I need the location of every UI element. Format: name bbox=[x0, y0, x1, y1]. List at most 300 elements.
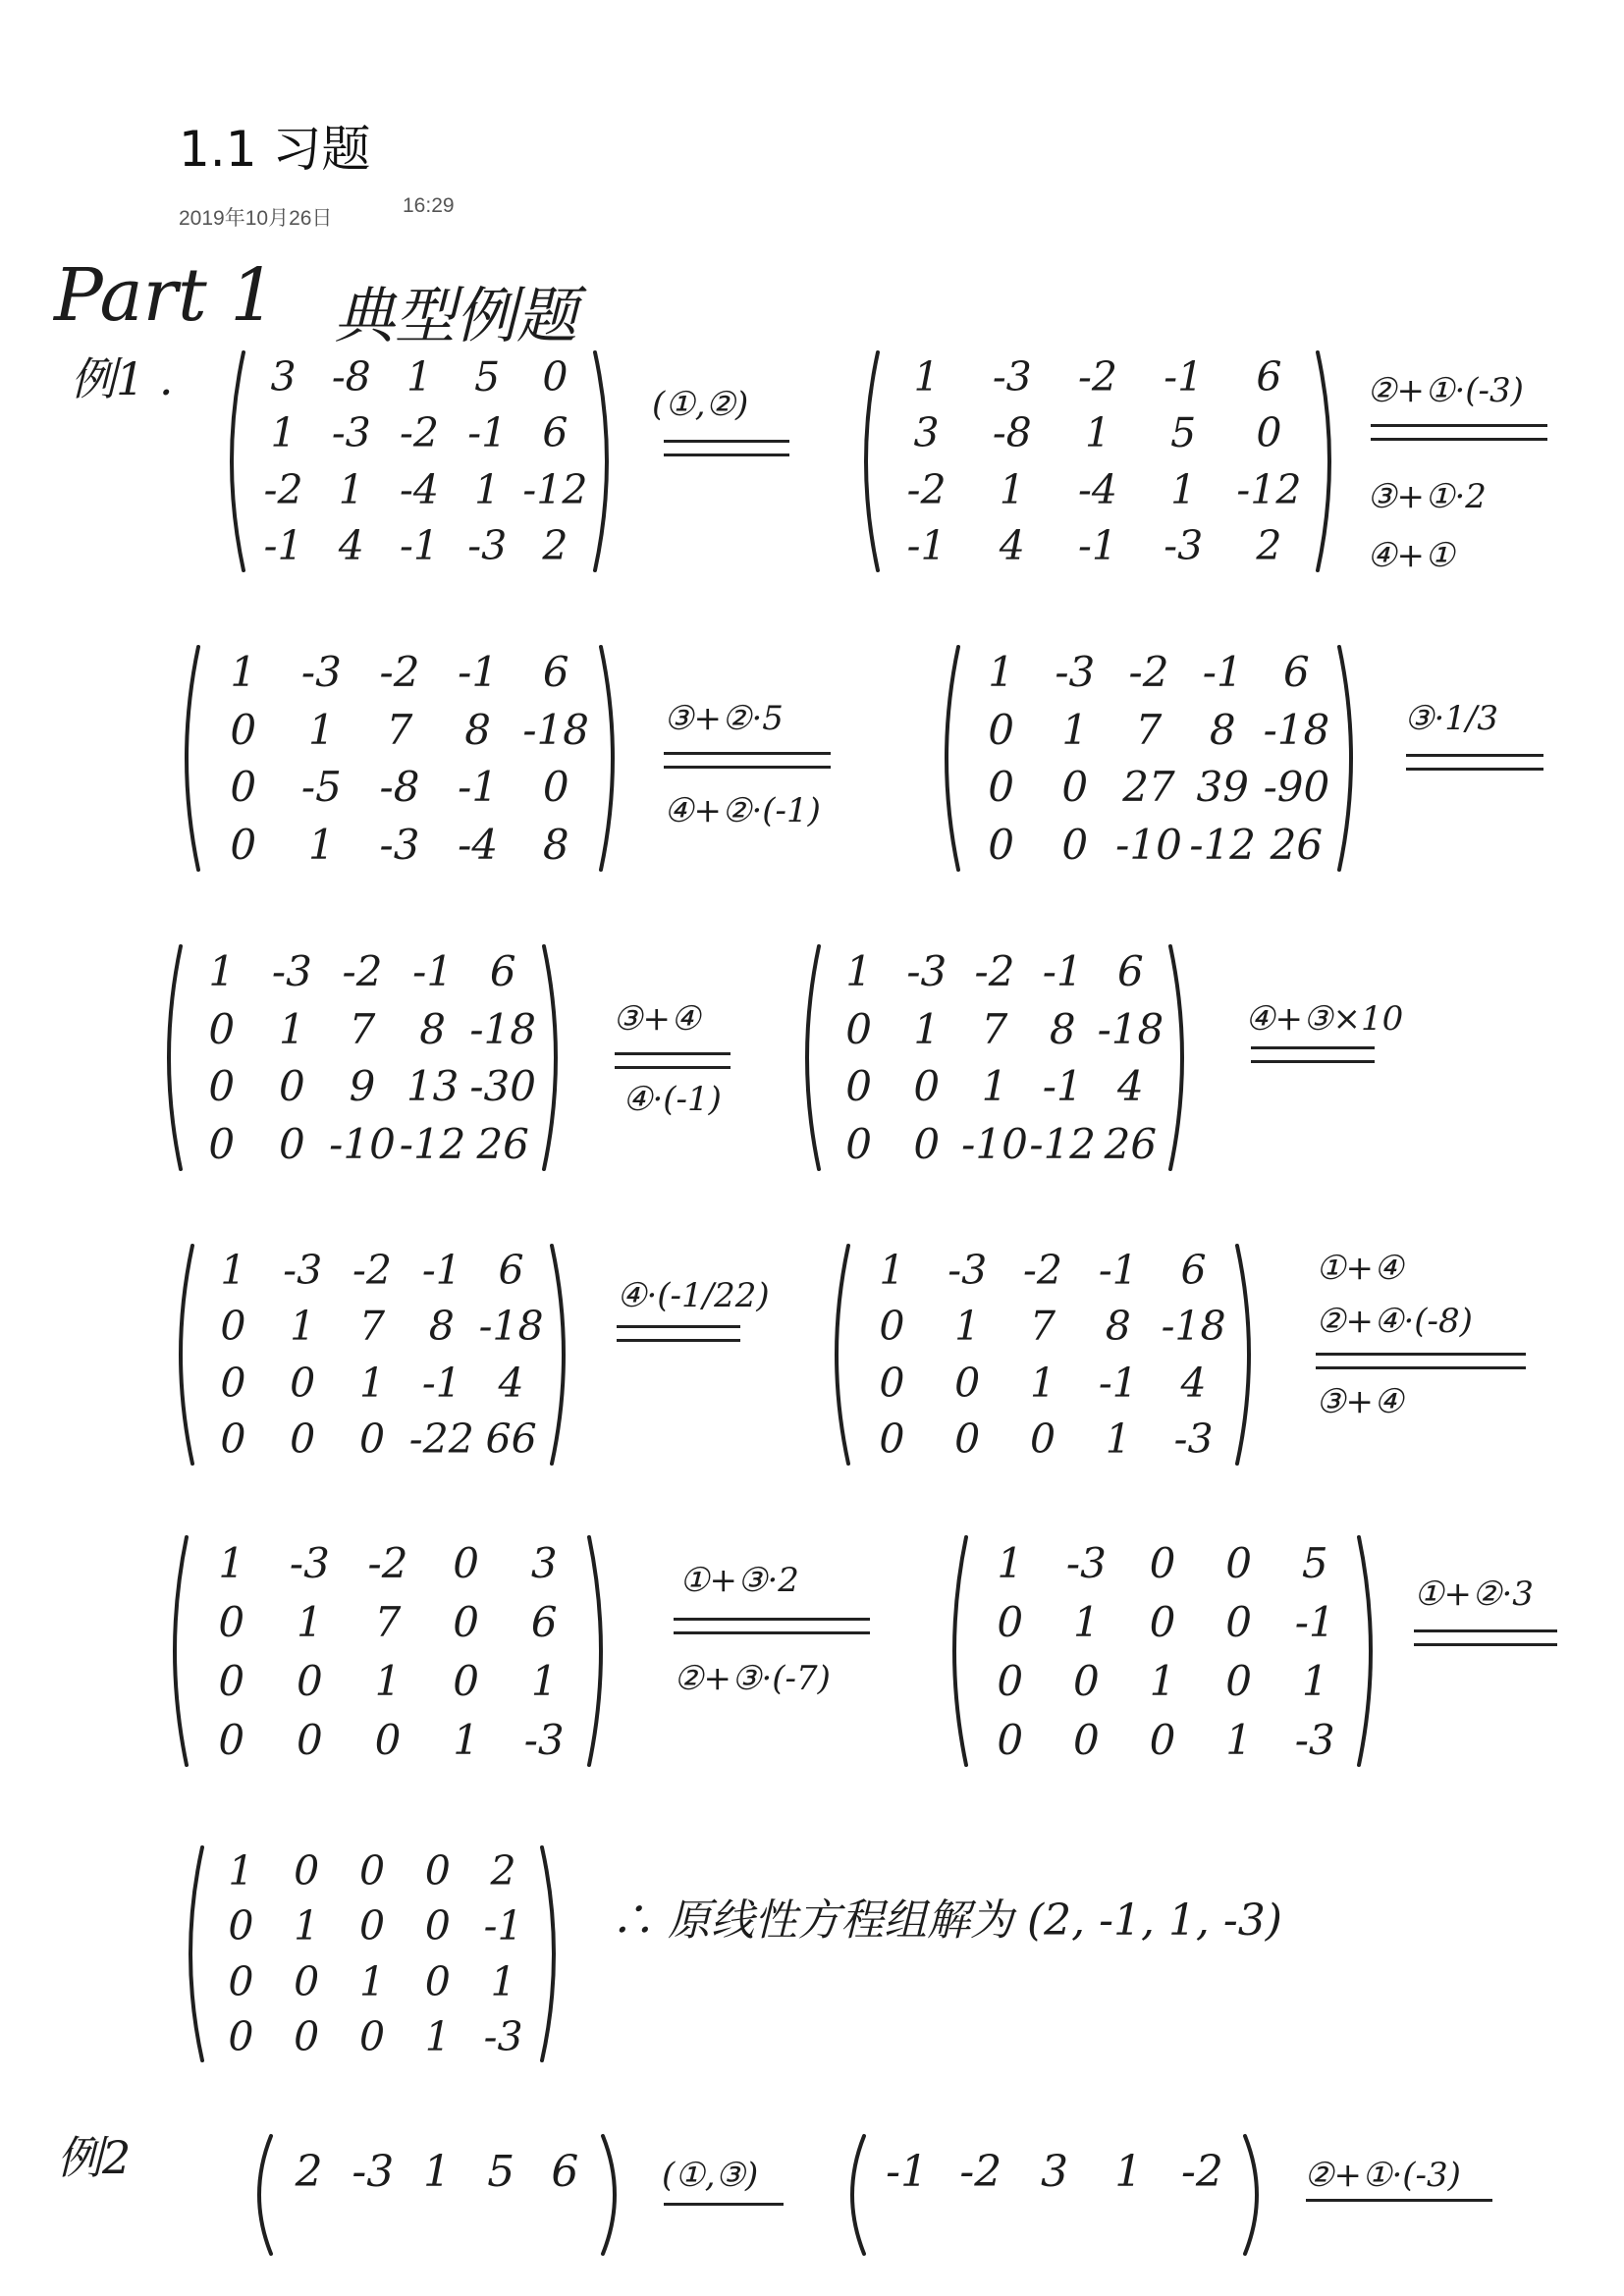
matrix-entry: -1 bbox=[412, 946, 454, 995]
right-bracket bbox=[1318, 352, 1329, 570]
left-bracket bbox=[181, 1246, 192, 1464]
matrix-entry: -3 bbox=[352, 2146, 395, 2197]
matrix-entry: 0 bbox=[542, 763, 569, 812]
example-2-label: 例2 bbox=[57, 2131, 132, 2184]
solution-statement: ∴ 原线性方程组解为 (2, -1, 1, -3) bbox=[611, 1896, 1282, 1946]
matrix-entry: 5 bbox=[1301, 1538, 1328, 1587]
matrix-entry: 0 bbox=[988, 763, 1014, 812]
right-bracket bbox=[603, 2136, 615, 2254]
page-date: 2019年10月26日 bbox=[179, 207, 333, 230]
matrix-entry: -10 bbox=[1115, 821, 1182, 870]
matrix-5 bbox=[155, 942, 569, 1173]
left-bracket bbox=[190, 1847, 202, 2060]
right-bracket bbox=[544, 946, 556, 1169]
op-row3-add-4: ③+④ bbox=[613, 999, 701, 1039]
matrix-10 bbox=[941, 1533, 1384, 1769]
matrix-entry: -8 bbox=[992, 409, 1032, 457]
matrix-entry: 1 bbox=[1061, 705, 1089, 754]
matrix-entry: 0 bbox=[208, 1062, 236, 1111]
matrix-entry: 2 bbox=[542, 522, 568, 570]
matrix-entry: -1 bbox=[421, 1359, 461, 1407]
matrix-entry: -18 bbox=[522, 705, 589, 754]
matrix-entry: -4 bbox=[400, 465, 439, 513]
matrix-entry: 13 bbox=[406, 1062, 460, 1111]
matrix-entry: 1 bbox=[230, 647, 257, 696]
matrix-entry: 4 bbox=[498, 1359, 524, 1407]
matrix-entry: 1 bbox=[290, 1303, 316, 1351]
op-rule bbox=[664, 2203, 784, 2206]
matrix-entry: 1 bbox=[474, 465, 501, 513]
op-row2-add-4: ②+④·(-8) bbox=[1316, 1302, 1473, 1341]
left-bracket bbox=[187, 647, 198, 870]
matrix-entries bbox=[192, 1533, 583, 1769]
matrix-entry: -18 bbox=[1161, 1303, 1226, 1351]
matrix-entry: 0 bbox=[424, 1902, 451, 1950]
matrix-entry: 6 bbox=[498, 1246, 524, 1294]
matrix-entry: 0 bbox=[358, 1902, 386, 1950]
right-bracket bbox=[1339, 647, 1351, 870]
matrix-entry: -18 bbox=[478, 1303, 544, 1351]
op-row4-add-3: ④+③×10 bbox=[1245, 999, 1404, 1039]
matrix-entry: 26 bbox=[1270, 821, 1324, 870]
matrix-entry: 8 bbox=[1209, 705, 1236, 754]
matrix-entry: -3 bbox=[379, 821, 420, 870]
matrix-entry: 1 bbox=[879, 1246, 905, 1294]
matrix-entry: 1 bbox=[308, 821, 335, 870]
matrix-entry: 0 bbox=[1029, 1415, 1056, 1464]
matrix-entry: -12 bbox=[1236, 465, 1302, 513]
matrix-entry: 2 bbox=[295, 2146, 323, 2197]
op-row2-add: ②+①·(-3) bbox=[1367, 371, 1524, 410]
op-rule bbox=[1316, 1366, 1526, 1369]
matrix-entry: 0 bbox=[453, 1656, 479, 1705]
matrix-entry: 0 bbox=[988, 705, 1014, 754]
matrix-entry: 0 bbox=[1073, 1656, 1100, 1705]
matrix-entry: 0 bbox=[220, 1359, 246, 1407]
matrix-entry: -2 bbox=[400, 409, 439, 457]
matrix-entry: 0 bbox=[279, 1120, 305, 1169]
matrix-entry: -1 bbox=[421, 1246, 461, 1294]
page-time: 16:29 bbox=[403, 194, 455, 217]
matrix-entry: 1 bbox=[374, 1656, 402, 1705]
matrix-entry: 0 bbox=[845, 1120, 872, 1169]
matrix-entries bbox=[187, 942, 538, 1173]
matrix-entry: 4 bbox=[999, 522, 1025, 570]
matrix-entry: 9 bbox=[349, 1062, 376, 1111]
matrix-entry: 0 bbox=[453, 1538, 479, 1587]
op-row1-add-2: ①+②·3 bbox=[1414, 1575, 1534, 1614]
matrix-entry: 0 bbox=[988, 821, 1014, 870]
matrix-entry: 8 bbox=[542, 821, 569, 870]
matrix-entry: 0 bbox=[954, 1359, 981, 1407]
matrix-entry: -3 bbox=[906, 946, 947, 995]
matrix-entry: 0 bbox=[358, 1847, 386, 1896]
matrix-entries bbox=[884, 348, 1312, 574]
op-row4-scale-2: ④·(-1/22) bbox=[617, 1276, 770, 1315]
matrix-entry: -1 bbox=[1042, 946, 1083, 995]
matrix-entry: 0 bbox=[1061, 821, 1089, 870]
matrix-entry: 5 bbox=[487, 2146, 515, 2197]
matrix-entries bbox=[972, 1533, 1353, 1769]
matrix-entry: 0 bbox=[879, 1415, 905, 1464]
part-subtitle: 典型例题 bbox=[334, 280, 578, 351]
matrix-entry: 1 bbox=[338, 465, 364, 513]
matrix-entry: -1 bbox=[1294, 1597, 1335, 1646]
matrix-entry: 0 bbox=[218, 1597, 245, 1646]
matrix-entries bbox=[870, 2132, 1239, 2211]
op-rule bbox=[664, 766, 831, 769]
matrix-entry: -2 bbox=[906, 465, 947, 513]
matrix-entry: 0 bbox=[230, 705, 257, 754]
op-rule bbox=[1371, 438, 1547, 441]
op-rule bbox=[664, 440, 789, 443]
matrix-entry: 26 bbox=[1104, 1120, 1158, 1169]
matrix-entry: -1 bbox=[400, 522, 439, 570]
left-bracket bbox=[954, 1537, 966, 1765]
matrix-entry: -3 bbox=[1164, 522, 1204, 570]
matrix-entry: -12 bbox=[522, 465, 588, 513]
matrix-entry: 7 bbox=[349, 1004, 376, 1053]
matrix-entry: 0 bbox=[228, 2012, 254, 2060]
matrix-entry: -10 bbox=[961, 1120, 1028, 1169]
matrix-entry: 0 bbox=[845, 1062, 872, 1111]
matrix-entry: -2 bbox=[342, 946, 383, 995]
matrix-entry: 1 bbox=[453, 1715, 479, 1764]
matrix-entry: 1 bbox=[422, 2146, 451, 2197]
matrix-entry: 6 bbox=[489, 946, 516, 995]
matrix-entry: -10 bbox=[329, 1120, 396, 1169]
matrix-entry: 0 bbox=[879, 1359, 905, 1407]
left-bracket bbox=[852, 2136, 864, 2254]
matrix-entry: 1 bbox=[1149, 1656, 1176, 1705]
matrix-entry: -18 bbox=[1097, 1004, 1164, 1053]
op-rule bbox=[1251, 1046, 1375, 1049]
matrix-6 bbox=[793, 942, 1196, 1173]
matrix-entry: 0 bbox=[297, 1715, 323, 1764]
matrix-entry: -5 bbox=[300, 763, 342, 812]
matrix-entry: 0 bbox=[294, 1847, 320, 1896]
matrix-entry: 0 bbox=[997, 1597, 1024, 1646]
matrix-entry: 8 bbox=[419, 1004, 446, 1053]
example-1-label: 例1 . bbox=[71, 352, 174, 405]
matrix-entry: 0 bbox=[997, 1656, 1024, 1705]
matrix-4 bbox=[933, 643, 1365, 874]
left-bracket bbox=[175, 1537, 187, 1765]
matrix-12 bbox=[245, 2132, 628, 2211]
matrix-entry: -3 bbox=[523, 1715, 565, 1764]
matrix-entry: -2 bbox=[1128, 647, 1169, 696]
right-bracket bbox=[595, 352, 607, 570]
matrix-entries bbox=[277, 2132, 597, 2211]
op-row4-add-2: ④+②·(-1) bbox=[664, 791, 821, 830]
op-rule bbox=[1414, 1643, 1557, 1646]
matrix-entry: 7 bbox=[374, 1597, 402, 1646]
matrix-entry: 1 bbox=[1301, 1656, 1328, 1705]
matrix-entry: -1 bbox=[263, 522, 303, 570]
matrix-entry: 0 bbox=[424, 1847, 451, 1896]
matrix-entry: -1 bbox=[1098, 1246, 1138, 1294]
op-row2-add-3: ②+③·(-7) bbox=[674, 1659, 831, 1698]
matrix-entry: 3 bbox=[270, 352, 297, 400]
op-rule bbox=[617, 1339, 740, 1342]
matrix-entry: 1 bbox=[981, 1062, 1008, 1111]
matrix-entry: 1 bbox=[845, 946, 872, 995]
part-title: Part 1 bbox=[54, 253, 277, 338]
matrix-entry: 3 bbox=[913, 409, 940, 457]
op-rule bbox=[617, 1325, 740, 1328]
matrix-entry: -90 bbox=[1263, 763, 1330, 812]
matrix-entry: -4 bbox=[1078, 465, 1117, 513]
matrix-entry: -1 bbox=[458, 763, 499, 812]
matrix-entry: 1 bbox=[997, 1538, 1024, 1587]
matrix-entry: 0 bbox=[218, 1656, 245, 1705]
matrix-entry: 0 bbox=[230, 821, 257, 870]
matrix-entry: 27 bbox=[1122, 763, 1175, 812]
matrix-entry: 8 bbox=[1105, 1303, 1131, 1351]
matrix-entry: 0 bbox=[294, 1957, 320, 2005]
op-row2-add-ex2: ②+①·(-3) bbox=[1304, 2156, 1461, 2195]
matrix-entry: 0 bbox=[297, 1656, 323, 1705]
matrix-entry: 7 bbox=[386, 705, 413, 754]
matrix-entry: 0 bbox=[279, 1062, 305, 1111]
matrix-entry: 3 bbox=[530, 1538, 558, 1587]
right-bracket bbox=[1170, 946, 1182, 1169]
matrix-entry: -2 bbox=[352, 1246, 392, 1294]
op-row3-add-4-b: ③+④ bbox=[1316, 1382, 1404, 1421]
matrix-entry: -1 bbox=[1042, 1062, 1083, 1111]
matrix-1 bbox=[218, 348, 621, 574]
matrix-entries bbox=[825, 942, 1164, 1173]
matrix-entry: -1 bbox=[1202, 647, 1243, 696]
matrix-entry: -1 bbox=[1164, 352, 1204, 400]
matrix-entry: -2 bbox=[974, 946, 1015, 995]
matrix-entry: 0 bbox=[1256, 409, 1282, 457]
op-row3-add: ③+①·2 bbox=[1367, 477, 1487, 516]
op-rule bbox=[1414, 1629, 1557, 1632]
matrix-entry: 4 bbox=[1117, 1062, 1144, 1111]
matrix-entry: 0 bbox=[879, 1303, 905, 1351]
right-bracket bbox=[1237, 1246, 1249, 1464]
matrix-entry: 0 bbox=[228, 1902, 254, 1950]
op-swap-1-2: (①,②) bbox=[652, 385, 749, 424]
matrix-entry: 0 bbox=[358, 2012, 386, 2060]
matrix-entry: -3 bbox=[1173, 1415, 1214, 1464]
matrix-entry: 1 bbox=[308, 705, 335, 754]
left-bracket bbox=[866, 352, 878, 570]
matrix-entry: 6 bbox=[542, 409, 568, 457]
right-bracket bbox=[552, 1246, 564, 1464]
matrix-entry: 0 bbox=[290, 1359, 316, 1407]
page-meta bbox=[179, 194, 455, 232]
matrix-entry: 1 bbox=[358, 1957, 386, 2005]
matrix-entry: 1 bbox=[1073, 1597, 1100, 1646]
matrix-entry: 6 bbox=[542, 647, 569, 696]
left-bracket bbox=[232, 352, 244, 570]
left-bracket bbox=[259, 2136, 271, 2254]
matrix-entry: -3 bbox=[289, 1538, 330, 1587]
matrix-entry: 0 bbox=[1225, 1538, 1252, 1587]
op-rule bbox=[1371, 424, 1547, 427]
matrix-2 bbox=[852, 348, 1343, 574]
matrix-entry: -1 bbox=[483, 1902, 523, 1950]
right-bracket bbox=[1359, 1537, 1371, 1765]
matrix-entry: -3 bbox=[467, 522, 508, 570]
op-row3-add-2: ③+②·5 bbox=[664, 699, 784, 738]
op-row1-add-4: ①+④ bbox=[1316, 1249, 1404, 1288]
left-bracket bbox=[807, 946, 819, 1169]
op-row4-scale: ④·(-1) bbox=[623, 1080, 722, 1119]
matrix-entry: 6 bbox=[530, 1597, 558, 1646]
op-row3-scale: ③·1/3 bbox=[1404, 699, 1499, 738]
matrix-entry: 5 bbox=[1170, 409, 1197, 457]
matrix-entry: 0 bbox=[1061, 763, 1089, 812]
matrix-entry: -3 bbox=[483, 2012, 523, 2060]
matrix-entries bbox=[249, 348, 589, 574]
op-rule bbox=[1406, 754, 1543, 757]
matrix-entry: -2 bbox=[1023, 1246, 1062, 1294]
matrix-entry: 0 bbox=[374, 1715, 402, 1764]
matrix-entry: 0 bbox=[1225, 1656, 1252, 1705]
matrix-entry: 0 bbox=[542, 352, 568, 400]
matrix-entry: 1 bbox=[490, 1957, 516, 2005]
matrix-entry: 1 bbox=[1114, 2146, 1143, 2197]
matrix-entry: 26 bbox=[476, 1120, 529, 1169]
op-rule bbox=[1316, 1353, 1526, 1356]
matrix-entry: 1 bbox=[999, 465, 1025, 513]
matrix-entry: -22 bbox=[408, 1415, 474, 1464]
matrix-entry: -2 bbox=[959, 2146, 1002, 2197]
matrix-entry: 4 bbox=[1180, 1359, 1207, 1407]
matrix-entry: 6 bbox=[551, 2146, 579, 2197]
matrix-entries bbox=[208, 1843, 536, 2064]
matrix-entry: 0 bbox=[220, 1303, 246, 1351]
matrix-3 bbox=[173, 643, 626, 874]
matrix-entry: 1 bbox=[1029, 1359, 1056, 1407]
matrix-7 bbox=[167, 1242, 577, 1468]
right-bracket bbox=[589, 1537, 601, 1765]
matrix-entry: -30 bbox=[469, 1062, 536, 1111]
matrix-entries bbox=[854, 1242, 1231, 1468]
matrix-entry: -1 bbox=[458, 647, 499, 696]
matrix-entry: 0 bbox=[913, 1120, 941, 1169]
matrix-entry: -18 bbox=[1263, 705, 1330, 754]
matrix-entry: -2 bbox=[379, 647, 420, 696]
matrix-entry: 0 bbox=[1225, 1597, 1252, 1646]
matrix-entry: 1 bbox=[228, 1847, 254, 1896]
matrix-entry: -3 bbox=[271, 946, 312, 995]
matrix-entry: 0 bbox=[294, 2012, 320, 2060]
matrix-entry: 1 bbox=[358, 1359, 386, 1407]
matrix-entry: 0 bbox=[230, 763, 257, 812]
page-title: 1.1 习题 bbox=[179, 121, 371, 178]
matrix-entry: -4 bbox=[458, 821, 499, 870]
matrix-entries bbox=[198, 1242, 546, 1468]
matrix-entry: -1 bbox=[1078, 522, 1117, 570]
matrix-entries bbox=[204, 643, 595, 874]
matrix-entry: -12 bbox=[1189, 821, 1257, 870]
matrix-entry: 1 bbox=[913, 1004, 941, 1053]
right-bracket bbox=[1245, 2136, 1257, 2254]
op-rule bbox=[615, 1052, 731, 1055]
matrix-8 bbox=[823, 1242, 1263, 1468]
left-bracket bbox=[947, 647, 958, 870]
matrix-entry: -3 bbox=[331, 409, 371, 457]
matrix-entry: 1 bbox=[530, 1656, 558, 1705]
matrix-entry: -1 bbox=[906, 522, 947, 570]
matrix-entry: 1 bbox=[988, 647, 1014, 696]
matrix-entry: 6 bbox=[1283, 647, 1310, 696]
matrix-entries bbox=[964, 643, 1333, 874]
matrix-entry: 0 bbox=[208, 1004, 236, 1053]
matrix-entry: 0 bbox=[954, 1415, 981, 1464]
matrix-entry: 6 bbox=[1180, 1246, 1207, 1294]
op-rule bbox=[664, 454, 789, 456]
matrix-entry: 1 bbox=[1225, 1715, 1252, 1764]
matrix-entry: 0 bbox=[424, 1957, 451, 2005]
matrix-entry: 0 bbox=[1149, 1597, 1176, 1646]
matrix-entry: 0 bbox=[220, 1415, 246, 1464]
matrix-entry: 0 bbox=[1149, 1715, 1176, 1764]
op-row1-add-3: ①+③·2 bbox=[679, 1561, 799, 1600]
matrix-entry: 8 bbox=[1049, 1004, 1076, 1053]
op-rule bbox=[615, 1066, 731, 1069]
matrix-entry: -3 bbox=[1065, 1538, 1107, 1587]
op-rule bbox=[1406, 768, 1543, 771]
op-row4-add: ④+① bbox=[1367, 536, 1455, 575]
matrix-entry: 1 bbox=[1105, 1415, 1131, 1464]
matrix-entry: 5 bbox=[474, 352, 501, 400]
matrix-entry: 1 bbox=[297, 1597, 323, 1646]
matrix-entry: 0 bbox=[290, 1415, 316, 1464]
matrix-9 bbox=[161, 1533, 615, 1769]
matrix-entry: -1 bbox=[467, 409, 508, 457]
op-swap-1-3: (①,③) bbox=[662, 2156, 759, 2195]
op-rule bbox=[674, 1631, 870, 1634]
right-bracket bbox=[542, 1847, 554, 2060]
left-bracket bbox=[837, 1246, 848, 1464]
matrix-entry: 1 bbox=[270, 409, 297, 457]
matrix-entry: -2 bbox=[1180, 2146, 1223, 2197]
matrix-entry: 1 bbox=[208, 946, 236, 995]
matrix-entry: -8 bbox=[379, 763, 420, 812]
matrix-entry: 4 bbox=[338, 522, 364, 570]
matrix-entry: 0 bbox=[997, 1715, 1024, 1764]
matrix-entry: 1 bbox=[218, 1538, 245, 1587]
matrix-entry: 1 bbox=[1084, 409, 1111, 457]
matrix-entry: 1 bbox=[913, 352, 940, 400]
matrix-entry: 8 bbox=[464, 705, 491, 754]
matrix-entry: -12 bbox=[399, 1120, 466, 1169]
op-rule bbox=[1251, 1060, 1375, 1063]
matrix-entry: -2 bbox=[1078, 352, 1117, 400]
matrix-entry: 66 bbox=[485, 1415, 537, 1464]
matrix-entry: -18 bbox=[469, 1004, 536, 1053]
matrix-entry: -8 bbox=[331, 352, 371, 400]
matrix-entry: -1 bbox=[1098, 1359, 1138, 1407]
matrix-entry: -3 bbox=[1294, 1715, 1335, 1764]
matrix-entry: 7 bbox=[981, 1004, 1008, 1053]
matrix-entry: 0 bbox=[358, 1415, 386, 1464]
matrix-entry: 2 bbox=[1256, 522, 1282, 570]
matrix-entry: 39 bbox=[1196, 763, 1249, 812]
matrix-13 bbox=[839, 2132, 1271, 2211]
matrix-entry: 0 bbox=[228, 1957, 254, 2005]
matrix-11 bbox=[177, 1843, 568, 2064]
page-header bbox=[179, 110, 370, 181]
matrix-entry: 0 bbox=[218, 1715, 245, 1764]
matrix-entry: 2 bbox=[490, 1847, 516, 1896]
matrix-entry: 1 bbox=[406, 352, 433, 400]
